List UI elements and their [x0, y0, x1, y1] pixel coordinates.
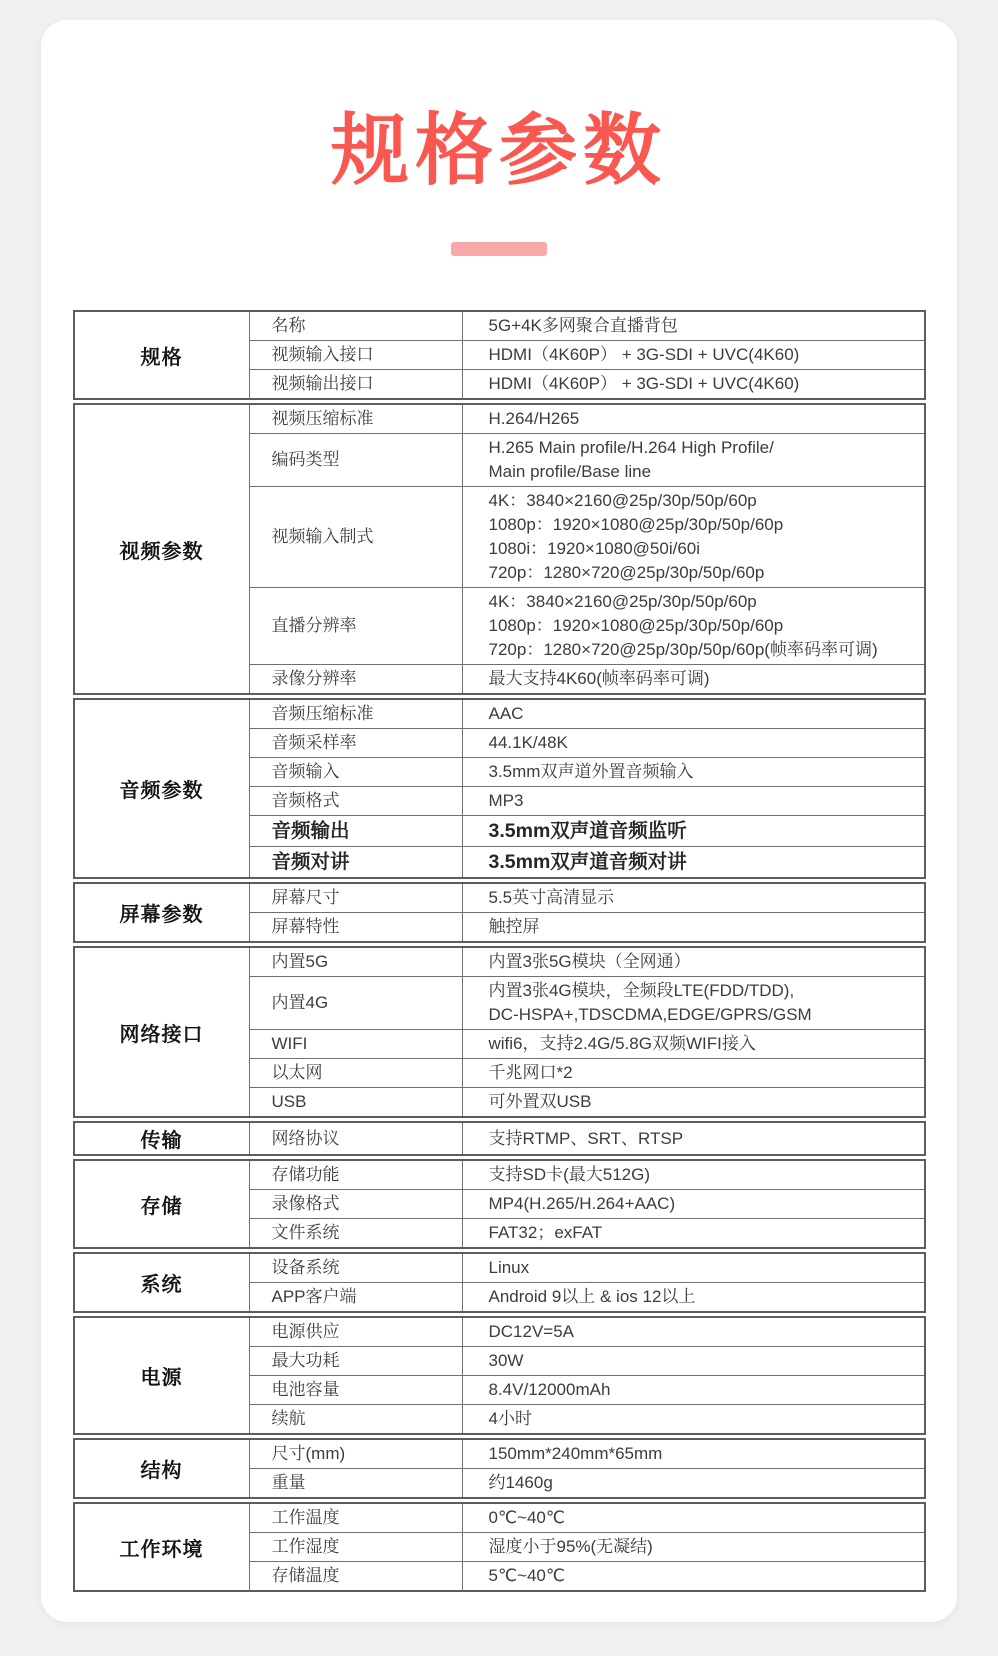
- spec-row: [74, 1503, 925, 1533]
- spec-param-label: WIFI: [249, 1030, 462, 1059]
- spec-param-label: 电源供应: [249, 1317, 462, 1347]
- spec-group-system: [73, 1252, 926, 1313]
- spec-row: [74, 1439, 925, 1469]
- spec-param-label: 网络协议: [249, 1122, 462, 1155]
- spec-param-label: 视频输入接口: [249, 341, 462, 370]
- spec-group-network: [73, 946, 926, 1118]
- spec-value: [462, 487, 925, 588]
- spec-param-label: 续航: [249, 1405, 462, 1435]
- spec-param-label: 录像分辨率: [249, 665, 462, 695]
- spec-row: [74, 1160, 925, 1190]
- spec-param-label: 工作湿度: [249, 1533, 462, 1562]
- spec-param-label: 内置5G: [249, 947, 462, 977]
- spec-value: 最大支持4K60(帧率码率可调): [462, 665, 925, 695]
- spec-value: FAT32；exFAT: [462, 1219, 925, 1249]
- spec-param-label: 存储温度: [249, 1562, 462, 1592]
- spec-value: 44.1K/48K: [462, 729, 925, 758]
- spec-category-label: 存储: [74, 1160, 250, 1248]
- spec-param-label: 设备系统: [249, 1253, 462, 1283]
- spec-value: MP3: [462, 787, 925, 816]
- spec-param-label: 屏幕特性: [249, 913, 462, 943]
- spec-value-line: Main profile/Base line: [488, 462, 652, 481]
- spec-category-label: 系统: [74, 1253, 250, 1312]
- spec-param-label: 直播分辨率: [249, 588, 462, 665]
- spec-category-label: 屏幕参数: [74, 883, 250, 942]
- spec-param-label: 名称: [249, 311, 462, 341]
- spec-value: 约1460g: [462, 1469, 925, 1499]
- spec-value: 3.5mm双声道音频对讲: [462, 847, 925, 879]
- spec-category-label: 规格: [74, 311, 250, 399]
- spec-param-label: 存储功能: [249, 1160, 462, 1190]
- spec-value-line: 1080p：1920×1080@25p/30p/50p/60p: [488, 616, 784, 635]
- spec-value: wifi6，支持2.4G/5.8G双频WIFI接入: [462, 1030, 925, 1059]
- spec-param-label: 文件系统: [249, 1219, 462, 1249]
- spec-value: 千兆网口*2: [462, 1059, 925, 1088]
- spec-value: [462, 977, 925, 1030]
- spec-value: 触控屏: [462, 913, 925, 943]
- spec-category-label: 电源: [74, 1317, 250, 1434]
- spec-group-storage: [73, 1159, 926, 1249]
- spec-value: 可外置双USB: [462, 1088, 925, 1118]
- spec-value-line: 1080i：1920×1080@50i/60i: [488, 539, 701, 558]
- spec-value: 8.4V/12000mAh: [462, 1376, 925, 1405]
- spec-value: 30W: [462, 1347, 925, 1376]
- spec-category-label: 视频参数: [74, 404, 250, 694]
- spec-value-line: H.265 Main profile/H.264 High Profile/: [488, 438, 774, 457]
- spec-card: [41, 20, 957, 1622]
- spec-param-label: 屏幕尺寸: [249, 883, 462, 913]
- spec-param-label: 视频压缩标准: [249, 404, 462, 434]
- spec-param-label: 工作温度: [249, 1503, 462, 1533]
- spec-value: 支持RTMP、SRT、RTSP: [488, 1128, 684, 1148]
- spec-value-line: 内置3张4G模块，全频段LTE(FDD/TDD),: [488, 981, 795, 1000]
- spec-param-label: 最大功耗: [249, 1347, 462, 1376]
- spec-param-label: 尺寸(mm): [249, 1439, 462, 1469]
- spec-value: 内置3张5G模块（全网通）: [488, 952, 691, 971]
- spec-group-audio: [73, 698, 926, 879]
- spec-param-label: 音频对讲: [249, 847, 462, 879]
- spec-param-label: 内置4G: [249, 977, 462, 1030]
- spec-row: [74, 699, 925, 729]
- spec-group-structure: [73, 1438, 926, 1499]
- spec-value-line: 1080p：1920×1080@25p/30p/50p/60p: [488, 515, 784, 534]
- spec-category-label: 结构: [74, 1439, 250, 1498]
- spec-param-label: APP客户端: [249, 1283, 462, 1313]
- spec-group-specs: [73, 310, 926, 400]
- spec-value: 0℃~40℃: [488, 1508, 565, 1527]
- spec-value: 3.5mm双声道音频监听: [462, 816, 925, 847]
- spec-param-label: 编码类型: [249, 434, 462, 487]
- spec-value: [462, 434, 925, 487]
- spec-param-label: 音频输入: [249, 758, 462, 787]
- spec-value-line: 4K：3840×2160@25p/30p/50p/60p: [488, 592, 757, 611]
- spec-param-label: 音频压缩标准: [249, 699, 462, 729]
- spec-value: 3.5mm双声道外置音频输入: [462, 758, 925, 787]
- spec-group-transmission: [73, 1121, 926, 1156]
- spec-value: 5℃~40℃: [462, 1562, 925, 1592]
- spec-param-label: 以太网: [249, 1059, 462, 1088]
- spec-value: 5G+4K多网聚合直播背包: [488, 316, 678, 335]
- spec-group-environment: [73, 1502, 926, 1592]
- spec-value: DC12V=5A: [488, 1322, 575, 1341]
- spec-param-label: 录像格式: [249, 1190, 462, 1219]
- spec-value: HDMI（4K60P） + 3G-SDI + UVC(4K60): [462, 341, 925, 370]
- title-underline-bar: [451, 242, 547, 256]
- spec-param-label: 视频输入制式: [249, 487, 462, 588]
- page-title: 规格参数: [330, 106, 667, 194]
- spec-row: [74, 1253, 925, 1283]
- spec-value: 湿度小于95%(无凝结): [462, 1533, 925, 1562]
- spec-row: [74, 311, 925, 341]
- spec-value-line: DC-HSPA+,TDSCDMA,EDGE/GPRS/GSM: [488, 1005, 812, 1024]
- spec-category-label: 音频参数: [74, 699, 250, 878]
- spec-param-label: 音频格式: [249, 787, 462, 816]
- spec-row: [74, 1317, 925, 1347]
- spec-group-video: [73, 403, 926, 695]
- spec-row: [74, 1122, 925, 1155]
- spec-value: [462, 588, 925, 665]
- spec-value: 4小时: [462, 1405, 925, 1435]
- spec-value: 支持SD卡(最大512G): [488, 1165, 651, 1184]
- spec-category-label: 网络接口: [74, 947, 250, 1117]
- spec-value: Linux: [488, 1258, 530, 1277]
- spec-value-line: 720p：1280×720@25p/30p/50p/60p(帧率码率可调): [488, 640, 878, 659]
- spec-value: Android 9以上 & ios 12以上: [462, 1283, 925, 1313]
- spec-row: [74, 883, 925, 913]
- spec-value: MP4(H.265/H.264+AAC): [462, 1190, 925, 1219]
- spec-value-line: 720p：1280×720@25p/30p/50p/60p: [488, 563, 765, 582]
- spec-category-label: 工作环境: [74, 1503, 250, 1591]
- spec-value: 5.5英寸高清显示: [488, 888, 615, 907]
- spec-param-label: 重量: [249, 1469, 462, 1499]
- spec-value: H.264/H265: [488, 409, 580, 428]
- spec-table: [73, 310, 926, 1592]
- spec-param-label: 电池容量: [249, 1376, 462, 1405]
- spec-row: [74, 404, 925, 434]
- spec-param-label: 音频采样率: [249, 729, 462, 758]
- spec-value: HDMI（4K60P） + 3G-SDI + UVC(4K60): [462, 370, 925, 400]
- spec-value-line: 4K：3840×2160@25p/30p/50p/60p: [488, 491, 757, 510]
- spec-value: AAC: [488, 704, 524, 723]
- spec-value: 150mm*240mm*65mm: [488, 1444, 663, 1463]
- spec-param-label: USB: [249, 1088, 462, 1118]
- spec-group-power: [73, 1316, 926, 1435]
- spec-category-label: 传输: [74, 1122, 250, 1155]
- spec-row: [74, 947, 925, 977]
- spec-param-label: 音频输出: [249, 816, 462, 847]
- spec-group-screen: [73, 882, 926, 943]
- spec-param-label: 视频输出接口: [249, 370, 462, 400]
